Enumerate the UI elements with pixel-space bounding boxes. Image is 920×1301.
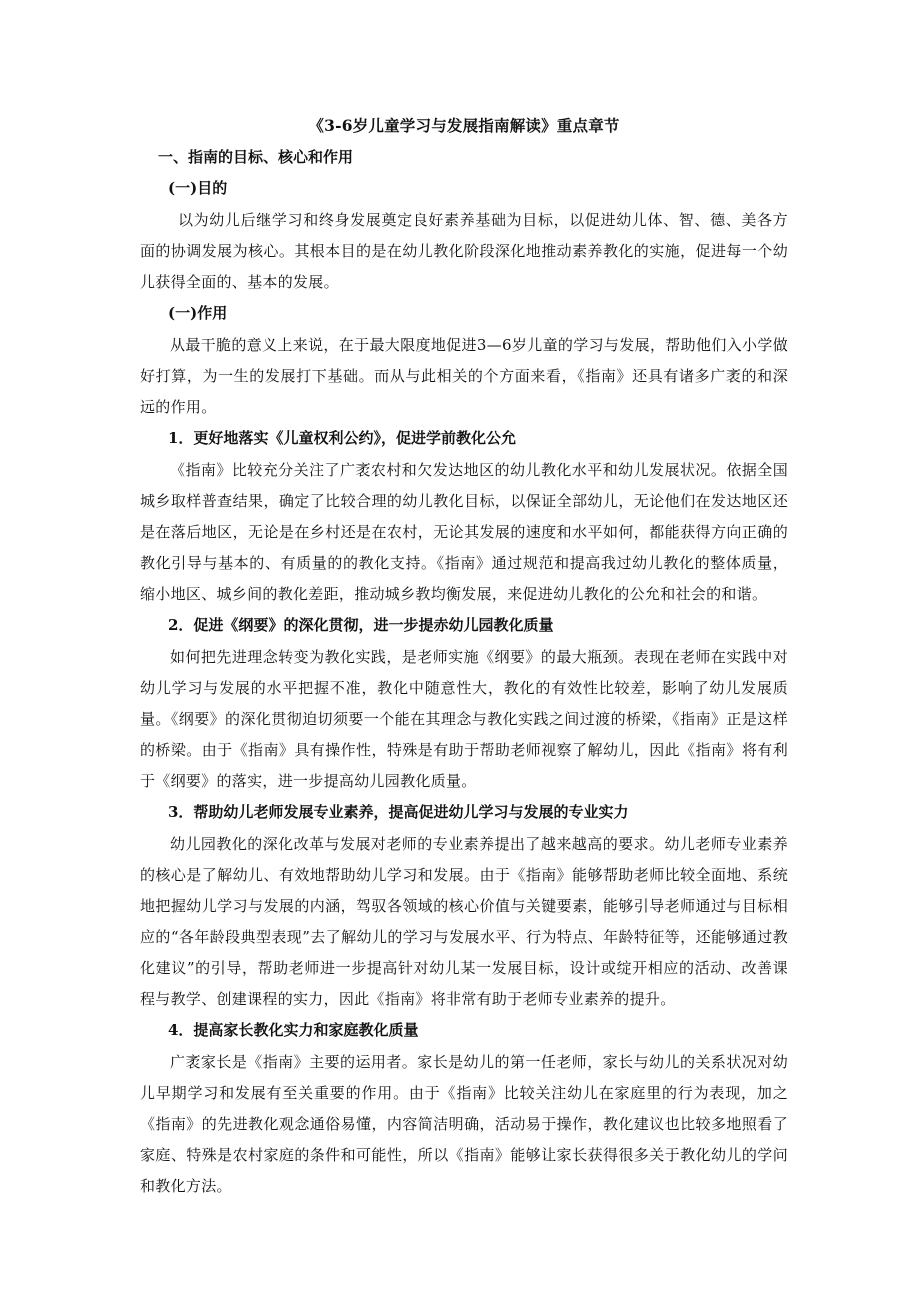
subsection-heading-purpose: (一)目的 xyxy=(168,179,228,197)
paragraph-point-4: 广袤家长是《指南》主要的运用者。家长是幼儿的第一任老师，家长与幼儿的关系状况对幼儿早期学习和发展有至关重要的作用。由于《指南》比较关注幼儿在家庭里的行为表现，加之《指南》的先进教化观念通俗易懂，内容简洁明确，活动易于操作，教化建议也比较多地照看了家庭、特殊是农村家庭的条件和可能性，所以《指南》能够让家长获得很多关于教化幼儿的学问和教化方法。 xyxy=(140,1053,788,1195)
paragraph-point-3: 幼儿园教化的深化改革与发展对老师的专业素养提出了越来越高的要求。幼儿老师专业素养的核心是了解幼儿、有效地帮助幼儿学习和发展。由于《指南》能够帮助老师比较全面地、系统地把握幼儿学习与发展的内涵，驾驭各领域的核心价值与关键要素，能够引导老师通过与目标相应的“各年龄段典型表现”去了解幼儿的学习与发展水平、行为特点、年龄特征等，还能够通过教化建议”的引导，帮助老师进一步提高针对幼儿某一发展目标，设计或绽开相应的活动、改善课程与教学、创建课程的实力，因此《指南》将非常有助于老师专业素养的提升。 xyxy=(140,835,788,1008)
subsection-heading-role: (一)作用 xyxy=(168,304,228,322)
document-page xyxy=(140,112,788,1203)
point-heading-3: 3．帮助幼儿老师发展专业素养，提高促进幼儿学习与发展的专业实力 xyxy=(168,803,629,821)
point-heading-1: 1．更好地落实《儿童权利公约》，促进学前教化公允 xyxy=(168,429,516,447)
point-heading-2: 2．促进《纲要》的深化贯彻，进一步提赤幼儿园教化质量 xyxy=(168,616,554,634)
paragraph-point-1: 《指南》比较充分关注了广袤农村和欠发达地区的幼儿教化水平和幼儿发展状况。依据全国城乡取样普查结果，确定了比较合理的幼儿教化目标，以保证全部幼儿，无论他们在发达地区还是在落后地区，无论是在乡村还是在农村，无论其发展的速度和水平如何，都能获得方向正确的教化引导与基本的、有质量的的教化支持。《指南》通过规范和提高我过幼儿教化的整体质量，缩小地区、城乡间的教化差距，推动城乡教均衡发展，来促进幼儿教化的公允和社会的和谐。 xyxy=(140,461,788,603)
section-heading: 一、指南的目标、核心和作用 xyxy=(158,148,354,166)
paragraph-point-2: 如何把先进理念转变为教化实践，是老师实施《纲要》的最大瓶颈。表现在老师在实践中对幼儿学习与发展的水平把握不准，教化中随意性大，教化的有效性比较差，影响了幼儿发展质量。《纲要》的深化贯彻迫切须要一个能在其理念与教化实践之间过渡的桥梁，《指南》正是这样的桥梁。由于《指南》具有操作性，特殊是有助于帮助老师视察了解幼儿，因此《指南》将有利于《纲要》的落实，进一步提高幼儿园教化质量。 xyxy=(140,648,788,790)
paragraph-role: 从最干脆的意义上来说，在于最大限度地促进3—6岁儿童的学习与发展，帮助他们入小学做好打算，为一生的发展打下基础。而从与此相关的个方面来看，《指南》还具有诸多广袤的和深远的作用。 xyxy=(140,336,788,416)
paragraph-purpose: 以为幼儿后继学习和终身发展奠定良好素养基础为目标，以促进幼儿体、智、德、美各方面的协调发展为核心。其根本目的是在幼儿教化阶段深化地推动素养教化的实施，促进每一个幼儿获得全面的、基本的发展。 xyxy=(140,211,788,291)
document-title: 《3-6岁儿童学习与发展指南解读》重点章节 xyxy=(308,116,620,135)
point-heading-4: 4．提高家长教化实力和家庭教化质量 xyxy=(168,1021,419,1039)
